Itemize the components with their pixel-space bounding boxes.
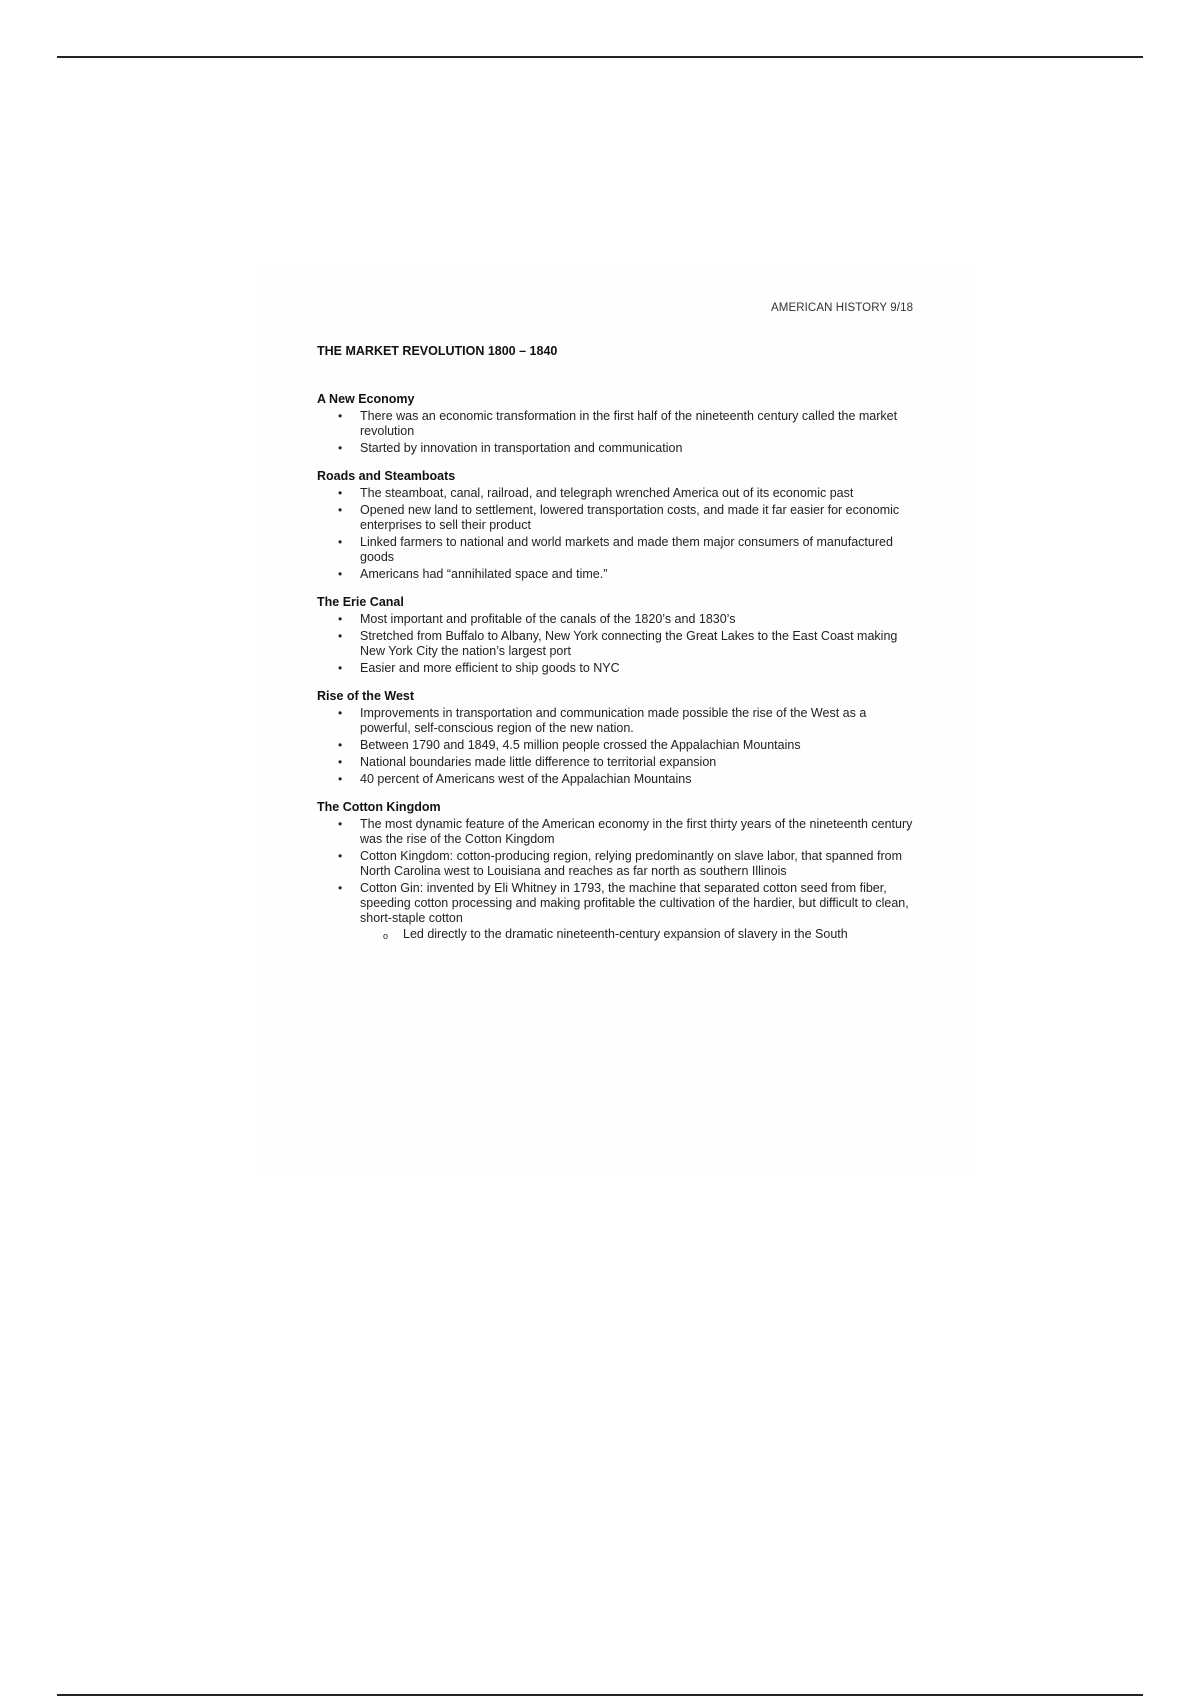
bullet-item: • Americans had “annihilated space and time.” xyxy=(360,567,917,582)
bullet-item: • There was an economic transformation in the first half of the nineteenth century called the market revolution xyxy=(360,409,917,439)
sub-bullet-item: o Led directly to the dramatic nineteenth-century expansion of slavery in the South xyxy=(403,927,917,942)
bullet-list xyxy=(317,706,917,787)
bullet-item: • Easier and more efficient to ship goods to NYC xyxy=(360,661,917,676)
section-new-economy xyxy=(317,391,917,456)
bullet-list xyxy=(317,612,917,676)
bullet-list xyxy=(317,817,917,942)
section-erie-canal xyxy=(317,594,917,676)
section-heading: Rise of the West xyxy=(317,689,415,703)
bullet-list xyxy=(317,409,917,456)
bullet-item: • The steamboat, canal, railroad, and telegraph wrenched America out of its economic past xyxy=(360,486,917,501)
document-title: THE MARKET REVOLUTION 1800 – 1840 xyxy=(317,344,558,358)
header-tag: AMERICAN HISTORY 9/18 xyxy=(771,302,914,314)
bullet-item: • 40 percent of Americans west of the Appalachian Mountains xyxy=(360,772,917,787)
bullet-item: • Improvements in transportation and communication made possible the rise of the West as a powerful, self-conscious region of the new nation. xyxy=(360,706,917,736)
bullet-item: • Between 1790 and 1849, 4.5 million people crossed the Appalachian Mountains xyxy=(360,738,917,753)
bullet-item: • The most dynamic feature of the American economy in the first thirty years of the nineteenth century was the rise of the Cotton Kingdom xyxy=(360,817,917,847)
bullet-item xyxy=(360,881,917,942)
section-cotton-kingdom xyxy=(317,799,917,942)
bullet-item: • Stretched from Buffalo to Albany, New York connecting the Great Lakes to the East Coast making New York City the nation’s largest port xyxy=(360,629,917,659)
bottom-divider xyxy=(57,1694,1143,1696)
bullet-item: • Started by innovation in transportation and communication xyxy=(360,441,917,456)
bullet-item: • Linked farmers to national and world markets and made them major consumers of manufactured goods xyxy=(360,535,917,565)
section-rise-of-the-west xyxy=(317,688,917,787)
document-body xyxy=(317,391,917,954)
section-heading: A New Economy xyxy=(317,392,415,406)
bullet-text: Cotton Gin: invented by Eli Whitney in 1793, the machine that separated cotton seed from fiber, speeding cotton processing and making profitable the cultivation of the hardier, but difficult to clean, short-staple cotton xyxy=(360,881,909,925)
section-heading: The Cotton Kingdom xyxy=(317,800,441,814)
top-divider xyxy=(57,56,1143,58)
sub-bullet-list xyxy=(360,927,917,942)
bullet-list xyxy=(317,486,917,582)
bullet-item: • Opened new land to settlement, lowered transportation costs, and made it far easier for economic enterprises to sell their product xyxy=(360,503,917,533)
bullet-item: • National boundaries made little difference to territorial expansion xyxy=(360,755,917,770)
section-roads-and-steamboats xyxy=(317,468,917,582)
bullet-item: • Most important and profitable of the canals of the 1820’s and 1830’s xyxy=(360,612,917,627)
section-heading: The Erie Canal xyxy=(317,595,404,609)
bullet-item: • Cotton Kingdom: cotton-producing region, relying predominantly on slave labor, that spanned from North Carolina west to Louisiana and reaches as far north as southern Illinois xyxy=(360,849,917,879)
section-heading: Roads and Steamboats xyxy=(317,469,456,483)
